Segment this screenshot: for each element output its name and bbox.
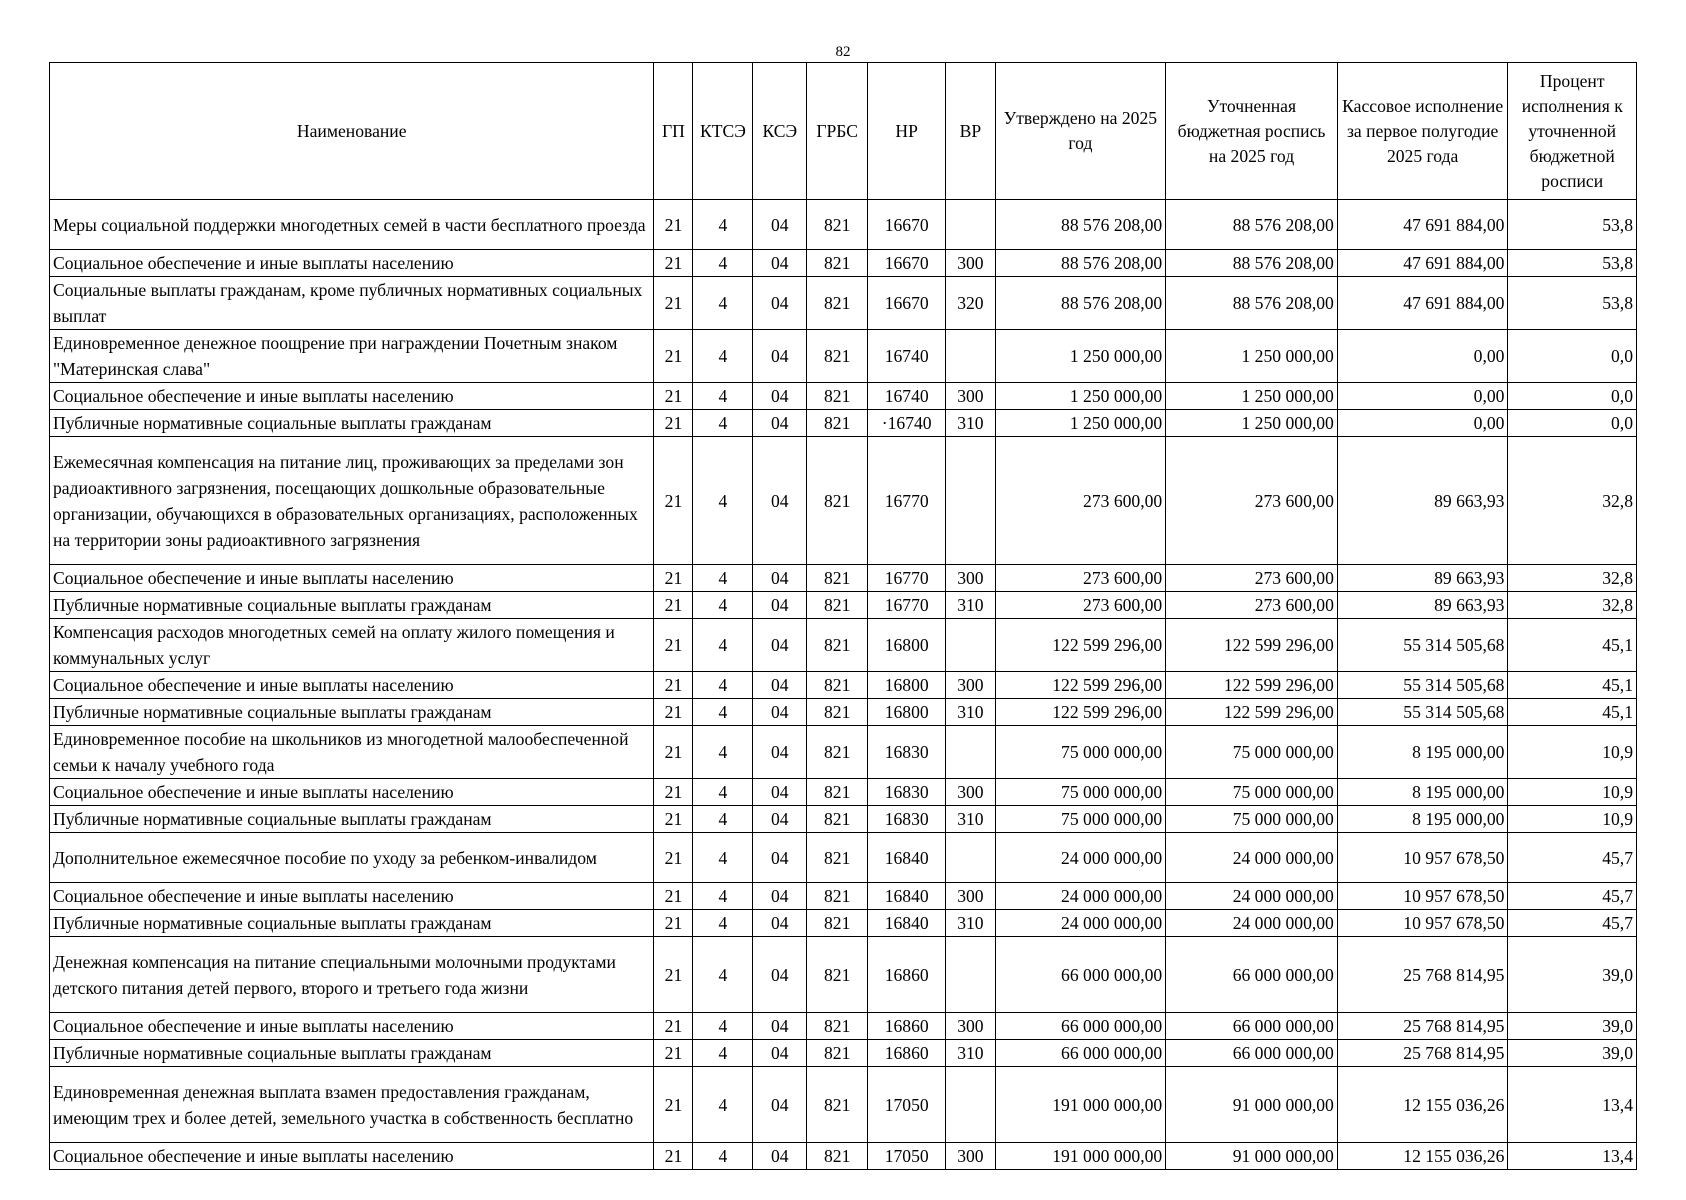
cell-percent: 13,4 — [1508, 1067, 1637, 1143]
cell-name: Социальное обеспечение и иные выплаты населению — [50, 779, 654, 806]
cell-ktse: 4 — [693, 833, 753, 883]
cell-grbs: 821 — [807, 806, 868, 833]
cell-ktse: 4 — [693, 726, 753, 779]
cell-name: Социальные выплаты гражданам, кроме публичных нормативных социальных выплат — [50, 277, 654, 330]
cell-ktse: 4 — [693, 619, 753, 672]
cell-revised: 88 576 208,00 — [1166, 200, 1338, 250]
cell-cash: 0,00 — [1337, 410, 1508, 437]
cell-gp: 21 — [654, 699, 693, 726]
cell-approved: 1 250 000,00 — [995, 330, 1166, 383]
cell-approved: 88 576 208,00 — [995, 200, 1166, 250]
cell-revised: 24 000 000,00 — [1166, 833, 1338, 883]
cell-grbs: 821 — [807, 726, 868, 779]
cell-revised: 273 600,00 — [1166, 565, 1338, 592]
cell-gp: 21 — [654, 410, 693, 437]
table-row — [50, 200, 1637, 250]
table-row — [50, 1143, 1637, 1170]
cell-vr: 310 — [946, 910, 995, 937]
cell-vr: 300 — [946, 883, 995, 910]
cell-ktse: 4 — [693, 437, 753, 565]
cell-kse: 04 — [753, 437, 807, 565]
cell-approved: 122 599 296,00 — [995, 672, 1166, 699]
table-header-row — [50, 63, 1637, 200]
cell-kse: 04 — [753, 833, 807, 883]
cell-nr: 16670 — [868, 277, 946, 330]
cell-grbs: 821 — [807, 910, 868, 937]
header-vr: ВР — [946, 63, 995, 200]
cell-grbs: 821 — [807, 250, 868, 277]
cell-nr: 16840 — [868, 833, 946, 883]
table-row — [50, 383, 1637, 410]
cell-revised: 75 000 000,00 — [1166, 806, 1338, 833]
cell-kse: 04 — [753, 937, 807, 1013]
cell-grbs: 821 — [807, 779, 868, 806]
cell-cash: 55 314 505,68 — [1337, 699, 1508, 726]
table-row — [50, 833, 1637, 883]
cell-gp: 21 — [654, 565, 693, 592]
cell-nr: 16740 — [868, 330, 946, 383]
cell-cash: 0,00 — [1337, 330, 1508, 383]
cell-cash: 10 957 678,50 — [1337, 833, 1508, 883]
header-cash: Кассовое исполнение за первое полугодие 2025 года — [1337, 63, 1508, 200]
cell-revised: 1 250 000,00 — [1166, 383, 1338, 410]
cell-revised: 24 000 000,00 — [1166, 883, 1338, 910]
cell-revised: 91 000 000,00 — [1166, 1067, 1338, 1143]
cell-revised: 88 576 208,00 — [1166, 250, 1338, 277]
cell-kse: 04 — [753, 1067, 807, 1143]
cell-percent: 45,7 — [1508, 883, 1637, 910]
cell-nr: 16770 — [868, 565, 946, 592]
cell-vr: 310 — [946, 699, 995, 726]
cell-cash: 89 663,93 — [1337, 437, 1508, 565]
cell-kse: 04 — [753, 699, 807, 726]
header-approved: Утверждено на 2025 год — [995, 63, 1166, 200]
cell-approved: 191 000 000,00 — [995, 1067, 1166, 1143]
table-row — [50, 779, 1637, 806]
cell-revised: 273 600,00 — [1166, 437, 1338, 565]
cell-revised: 273 600,00 — [1166, 592, 1338, 619]
cell-ktse: 4 — [693, 592, 753, 619]
cell-gp: 21 — [654, 883, 693, 910]
cell-gp: 21 — [654, 1013, 693, 1040]
cell-kse: 04 — [753, 250, 807, 277]
cell-revised: 88 576 208,00 — [1166, 277, 1338, 330]
cell-grbs: 821 — [807, 592, 868, 619]
cell-nr: 16840 — [868, 910, 946, 937]
cell-cash: 25 768 814,95 — [1337, 1040, 1508, 1067]
table-row — [50, 437, 1637, 565]
cell-percent: 39,0 — [1508, 937, 1637, 1013]
cell-nr: 16770 — [868, 592, 946, 619]
cell-gp: 21 — [654, 250, 693, 277]
header-gp: ГП — [654, 63, 693, 200]
cell-approved: 273 600,00 — [995, 437, 1166, 565]
cell-revised: 1 250 000,00 — [1166, 330, 1338, 383]
cell-grbs: 821 — [807, 883, 868, 910]
table-row — [50, 565, 1637, 592]
page-number: 82 — [835, 44, 851, 60]
cell-approved: 191 000 000,00 — [995, 1143, 1166, 1170]
cell-gp: 21 — [654, 383, 693, 410]
cell-grbs: 821 — [807, 383, 868, 410]
cell-percent: 10,9 — [1508, 779, 1637, 806]
table-row — [50, 277, 1637, 330]
cell-ktse: 4 — [693, 910, 753, 937]
cell-nr: 16860 — [868, 1013, 946, 1040]
cell-approved: 75 000 000,00 — [995, 726, 1166, 779]
cell-gp: 21 — [654, 937, 693, 1013]
cell-cash: 12 155 036,26 — [1337, 1067, 1508, 1143]
cell-name: Меры социальной поддержки многодетных семей в части бесплатного проезда — [50, 200, 654, 250]
cell-revised: 122 599 296,00 — [1166, 699, 1338, 726]
cell-gp: 21 — [654, 330, 693, 383]
cell-percent: 13,4 — [1508, 1143, 1637, 1170]
cell-nr: 16800 — [868, 699, 946, 726]
cell-percent: 0,0 — [1508, 330, 1637, 383]
header-ktse: КТСЭ — [693, 63, 753, 200]
cell-vr — [946, 200, 995, 250]
cell-ktse: 4 — [693, 1013, 753, 1040]
cell-name: Социальное обеспечение и иные выплаты населению — [50, 1143, 654, 1170]
cell-nr: 17050 — [868, 1143, 946, 1170]
cell-vr: 300 — [946, 1143, 995, 1170]
cell-nr: 17050 — [868, 1067, 946, 1143]
cell-name: Публичные нормативные социальные выплаты гражданам — [50, 910, 654, 937]
table-row — [50, 883, 1637, 910]
cell-revised: 122 599 296,00 — [1166, 619, 1338, 672]
cell-cash: 8 195 000,00 — [1337, 779, 1508, 806]
cell-cash: 10 957 678,50 — [1337, 883, 1508, 910]
cell-vr: 300 — [946, 383, 995, 410]
cell-vr: 300 — [946, 1013, 995, 1040]
cell-percent: 45,1 — [1508, 672, 1637, 699]
table-row — [50, 699, 1637, 726]
cell-nr: 16670 — [868, 200, 946, 250]
cell-kse: 04 — [753, 1143, 807, 1170]
cell-kse: 04 — [753, 726, 807, 779]
table-row — [50, 806, 1637, 833]
cell-approved: 75 000 000,00 — [995, 779, 1166, 806]
cell-revised: 66 000 000,00 — [1166, 1013, 1338, 1040]
cell-name: Публичные нормативные социальные выплаты гражданам — [50, 592, 654, 619]
cell-cash: 89 663,93 — [1337, 565, 1508, 592]
header-nr: НР — [868, 63, 946, 200]
cell-name: Дополнительное ежемесячное пособие по уходу за ребенком-инвалидом — [50, 833, 654, 883]
cell-nr: 16830 — [868, 726, 946, 779]
cell-name: Единовременное пособие на школьников из многодетной малообеспеченной семьи к началу учебного года — [50, 726, 654, 779]
cell-vr: 300 — [946, 672, 995, 699]
cell-percent: 10,9 — [1508, 806, 1637, 833]
cell-gp: 21 — [654, 779, 693, 806]
cell-name: Денежная компенсация на питание специальными молочными продуктами детского питания детей первого, второго и третьего года жизни — [50, 937, 654, 1013]
cell-kse: 04 — [753, 592, 807, 619]
cell-grbs: 821 — [807, 1013, 868, 1040]
table-row — [50, 1040, 1637, 1067]
table-row — [50, 250, 1637, 277]
cell-approved: 273 600,00 — [995, 592, 1166, 619]
cell-kse: 04 — [753, 277, 807, 330]
header-name: Наименование — [50, 63, 654, 200]
cell-gp: 21 — [654, 806, 693, 833]
cell-nr: 16670 — [868, 250, 946, 277]
cell-gp: 21 — [654, 910, 693, 937]
cell-grbs: 821 — [807, 1143, 868, 1170]
cell-gp: 21 — [654, 833, 693, 883]
table-row — [50, 910, 1637, 937]
cell-cash: 8 195 000,00 — [1337, 806, 1508, 833]
cell-approved: 75 000 000,00 — [995, 806, 1166, 833]
cell-vr: 310 — [946, 806, 995, 833]
cell-name: Социальное обеспечение и иные выплаты населению — [50, 383, 654, 410]
cell-nr: 16860 — [868, 937, 946, 1013]
cell-nr: 16830 — [868, 779, 946, 806]
cell-kse: 04 — [753, 910, 807, 937]
cell-name: Публичные нормативные социальные выплаты гражданам — [50, 806, 654, 833]
cell-name: Публичные нормативные социальные выплаты гражданам — [50, 1040, 654, 1067]
cell-ktse: 4 — [693, 1143, 753, 1170]
cell-name: Публичные нормативные социальные выплаты гражданам — [50, 410, 654, 437]
budget-table — [49, 62, 1637, 1170]
cell-ktse: 4 — [693, 1067, 753, 1143]
cell-kse: 04 — [753, 672, 807, 699]
cell-name: Социальное обеспечение и иные выплаты населению — [50, 672, 654, 699]
cell-gp: 21 — [654, 672, 693, 699]
cell-kse: 04 — [753, 565, 807, 592]
table-row — [50, 410, 1637, 437]
cell-percent: 53,8 — [1508, 277, 1637, 330]
cell-cash: 55 314 505,68 — [1337, 619, 1508, 672]
cell-vr — [946, 937, 995, 1013]
cell-vr — [946, 619, 995, 672]
cell-cash: 55 314 505,68 — [1337, 672, 1508, 699]
cell-ktse: 4 — [693, 410, 753, 437]
cell-nr: 16740 — [868, 383, 946, 410]
header-percent: Процент исполнения к уточненной бюджетной росписи — [1508, 63, 1637, 200]
cell-ktse: 4 — [693, 806, 753, 833]
cell-vr: 310 — [946, 1040, 995, 1067]
cell-grbs: 821 — [807, 619, 868, 672]
table-row — [50, 592, 1637, 619]
cell-vr — [946, 1067, 995, 1143]
cell-nr: 16840 — [868, 883, 946, 910]
cell-percent: 0,0 — [1508, 410, 1637, 437]
cell-name: Единовременная денежная выплата взамен предоставления гражданам, имеющим трех и более детей, земельного участка в собственность бесплатно — [50, 1067, 654, 1143]
cell-ktse: 4 — [693, 383, 753, 410]
cell-grbs: 821 — [807, 937, 868, 1013]
cell-gp: 21 — [654, 619, 693, 672]
cell-approved: 122 599 296,00 — [995, 699, 1166, 726]
cell-revised: 66 000 000,00 — [1166, 937, 1338, 1013]
cell-kse: 04 — [753, 383, 807, 410]
cell-kse: 04 — [753, 200, 807, 250]
cell-nr: 16770 — [868, 437, 946, 565]
cell-gp: 21 — [654, 1143, 693, 1170]
cell-name: Компенсация расходов многодетных семей на оплату жилого помещения и коммунальных услуг — [50, 619, 654, 672]
cell-ktse: 4 — [693, 277, 753, 330]
cell-name: Социальное обеспечение и иные выплаты населению — [50, 883, 654, 910]
cell-vr — [946, 330, 995, 383]
cell-grbs: 821 — [807, 277, 868, 330]
cell-kse: 04 — [753, 410, 807, 437]
table-row — [50, 672, 1637, 699]
cell-gp: 21 — [654, 726, 693, 779]
cell-cash: 47 691 884,00 — [1337, 277, 1508, 330]
header-grbs: ГРБС — [807, 63, 868, 200]
cell-grbs: 821 — [807, 1067, 868, 1143]
cell-vr: 300 — [946, 565, 995, 592]
cell-revised: 91 000 000,00 — [1166, 1143, 1338, 1170]
table-row — [50, 330, 1637, 383]
cell-approved: 24 000 000,00 — [995, 910, 1166, 937]
cell-nr: ·16740 — [868, 410, 946, 437]
cell-vr — [946, 726, 995, 779]
cell-cash: 47 691 884,00 — [1337, 250, 1508, 277]
cell-vr: 300 — [946, 250, 995, 277]
table-row — [50, 726, 1637, 779]
cell-percent: 39,0 — [1508, 1013, 1637, 1040]
cell-kse: 04 — [753, 1040, 807, 1067]
cell-percent: 10,9 — [1508, 726, 1637, 779]
cell-kse: 04 — [753, 779, 807, 806]
cell-percent: 39,0 — [1508, 1040, 1637, 1067]
cell-percent: 45,7 — [1508, 910, 1637, 937]
cell-revised: 75 000 000,00 — [1166, 779, 1338, 806]
cell-ktse: 4 — [693, 250, 753, 277]
cell-percent: 0,0 — [1508, 383, 1637, 410]
cell-cash: 25 768 814,95 — [1337, 1013, 1508, 1040]
cell-percent: 45,7 — [1508, 833, 1637, 883]
cell-name: Социальное обеспечение и иные выплаты населению — [50, 565, 654, 592]
cell-grbs: 821 — [807, 699, 868, 726]
cell-approved: 88 576 208,00 — [995, 250, 1166, 277]
cell-approved: 24 000 000,00 — [995, 833, 1166, 883]
cell-percent: 32,8 — [1508, 565, 1637, 592]
cell-revised: 75 000 000,00 — [1166, 726, 1338, 779]
cell-ktse: 4 — [693, 779, 753, 806]
cell-grbs: 821 — [807, 565, 868, 592]
cell-kse: 04 — [753, 1013, 807, 1040]
cell-name: Публичные нормативные социальные выплаты гражданам — [50, 699, 654, 726]
cell-approved: 66 000 000,00 — [995, 1040, 1166, 1067]
cell-kse: 04 — [753, 330, 807, 383]
cell-vr — [946, 437, 995, 565]
cell-ktse: 4 — [693, 200, 753, 250]
cell-ktse: 4 — [693, 883, 753, 910]
cell-vr: 300 — [946, 779, 995, 806]
cell-grbs: 821 — [807, 200, 868, 250]
cell-cash: 8 195 000,00 — [1337, 726, 1508, 779]
cell-vr: 320 — [946, 277, 995, 330]
header-revised: Уточненная бюджетная роспись на 2025 год — [1166, 63, 1338, 200]
cell-cash: 89 663,93 — [1337, 592, 1508, 619]
cell-kse: 04 — [753, 806, 807, 833]
cell-grbs: 821 — [807, 833, 868, 883]
cell-gp: 21 — [654, 200, 693, 250]
cell-percent: 32,8 — [1508, 592, 1637, 619]
table-row — [50, 937, 1637, 1013]
table-row — [50, 619, 1637, 672]
cell-name: Социальное обеспечение и иные выплаты населению — [50, 250, 654, 277]
cell-approved: 122 599 296,00 — [995, 619, 1166, 672]
cell-gp: 21 — [654, 1040, 693, 1067]
cell-ktse: 4 — [693, 937, 753, 1013]
cell-approved: 88 576 208,00 — [995, 277, 1166, 330]
cell-approved: 24 000 000,00 — [995, 883, 1166, 910]
cell-ktse: 4 — [693, 699, 753, 726]
cell-cash: 25 768 814,95 — [1337, 937, 1508, 1013]
cell-approved: 1 250 000,00 — [995, 410, 1166, 437]
cell-cash: 12 155 036,26 — [1337, 1143, 1508, 1170]
cell-grbs: 821 — [807, 437, 868, 565]
cell-percent: 45,1 — [1508, 619, 1637, 672]
cell-cash: 47 691 884,00 — [1337, 200, 1508, 250]
cell-nr: 16860 — [868, 1040, 946, 1067]
cell-nr: 16800 — [868, 672, 946, 699]
cell-percent: 53,8 — [1508, 200, 1637, 250]
cell-grbs: 821 — [807, 1040, 868, 1067]
cell-ktse: 4 — [693, 565, 753, 592]
cell-vr: 310 — [946, 592, 995, 619]
cell-percent: 32,8 — [1508, 437, 1637, 565]
table-row — [50, 1067, 1637, 1143]
cell-approved: 273 600,00 — [995, 565, 1166, 592]
cell-cash: 0,00 — [1337, 383, 1508, 410]
cell-name: Ежемесячная компенсация на питание лиц, проживающих за пределами зон радиоактивного загрязнения, посещающих дошкольные образовательные организации, обучающихся в образовательных организациях, расположенных на территории зоны радиоактивного загрязнения — [50, 437, 654, 565]
cell-approved: 1 250 000,00 — [995, 383, 1166, 410]
cell-vr — [946, 833, 995, 883]
cell-percent: 45,1 — [1508, 699, 1637, 726]
header-kse: КСЭ — [753, 63, 807, 200]
table-row — [50, 1013, 1637, 1040]
cell-kse: 04 — [753, 619, 807, 672]
cell-grbs: 821 — [807, 672, 868, 699]
cell-revised: 1 250 000,00 — [1166, 410, 1338, 437]
cell-revised: 24 000 000,00 — [1166, 910, 1338, 937]
cell-approved: 66 000 000,00 — [995, 1013, 1166, 1040]
cell-gp: 21 — [654, 592, 693, 619]
cell-gp: 21 — [654, 277, 693, 330]
cell-ktse: 4 — [693, 672, 753, 699]
cell-nr: 16800 — [868, 619, 946, 672]
cell-ktse: 4 — [693, 330, 753, 383]
cell-nr: 16830 — [868, 806, 946, 833]
cell-percent: 53,8 — [1508, 250, 1637, 277]
cell-gp: 21 — [654, 437, 693, 565]
cell-approved: 66 000 000,00 — [995, 937, 1166, 1013]
cell-ktse: 4 — [693, 1040, 753, 1067]
cell-revised: 66 000 000,00 — [1166, 1040, 1338, 1067]
cell-gp: 21 — [654, 1067, 693, 1143]
cell-grbs: 821 — [807, 410, 868, 437]
cell-vr: 310 — [946, 410, 995, 437]
cell-name: Единовременное денежное поощрение при награждении Почетным знаком "Материнская слава" — [50, 330, 654, 383]
cell-grbs: 821 — [807, 330, 868, 383]
cell-cash: 10 957 678,50 — [1337, 910, 1508, 937]
cell-revised: 122 599 296,00 — [1166, 672, 1338, 699]
cell-kse: 04 — [753, 883, 807, 910]
cell-name: Социальное обеспечение и иные выплаты населению — [50, 1013, 654, 1040]
